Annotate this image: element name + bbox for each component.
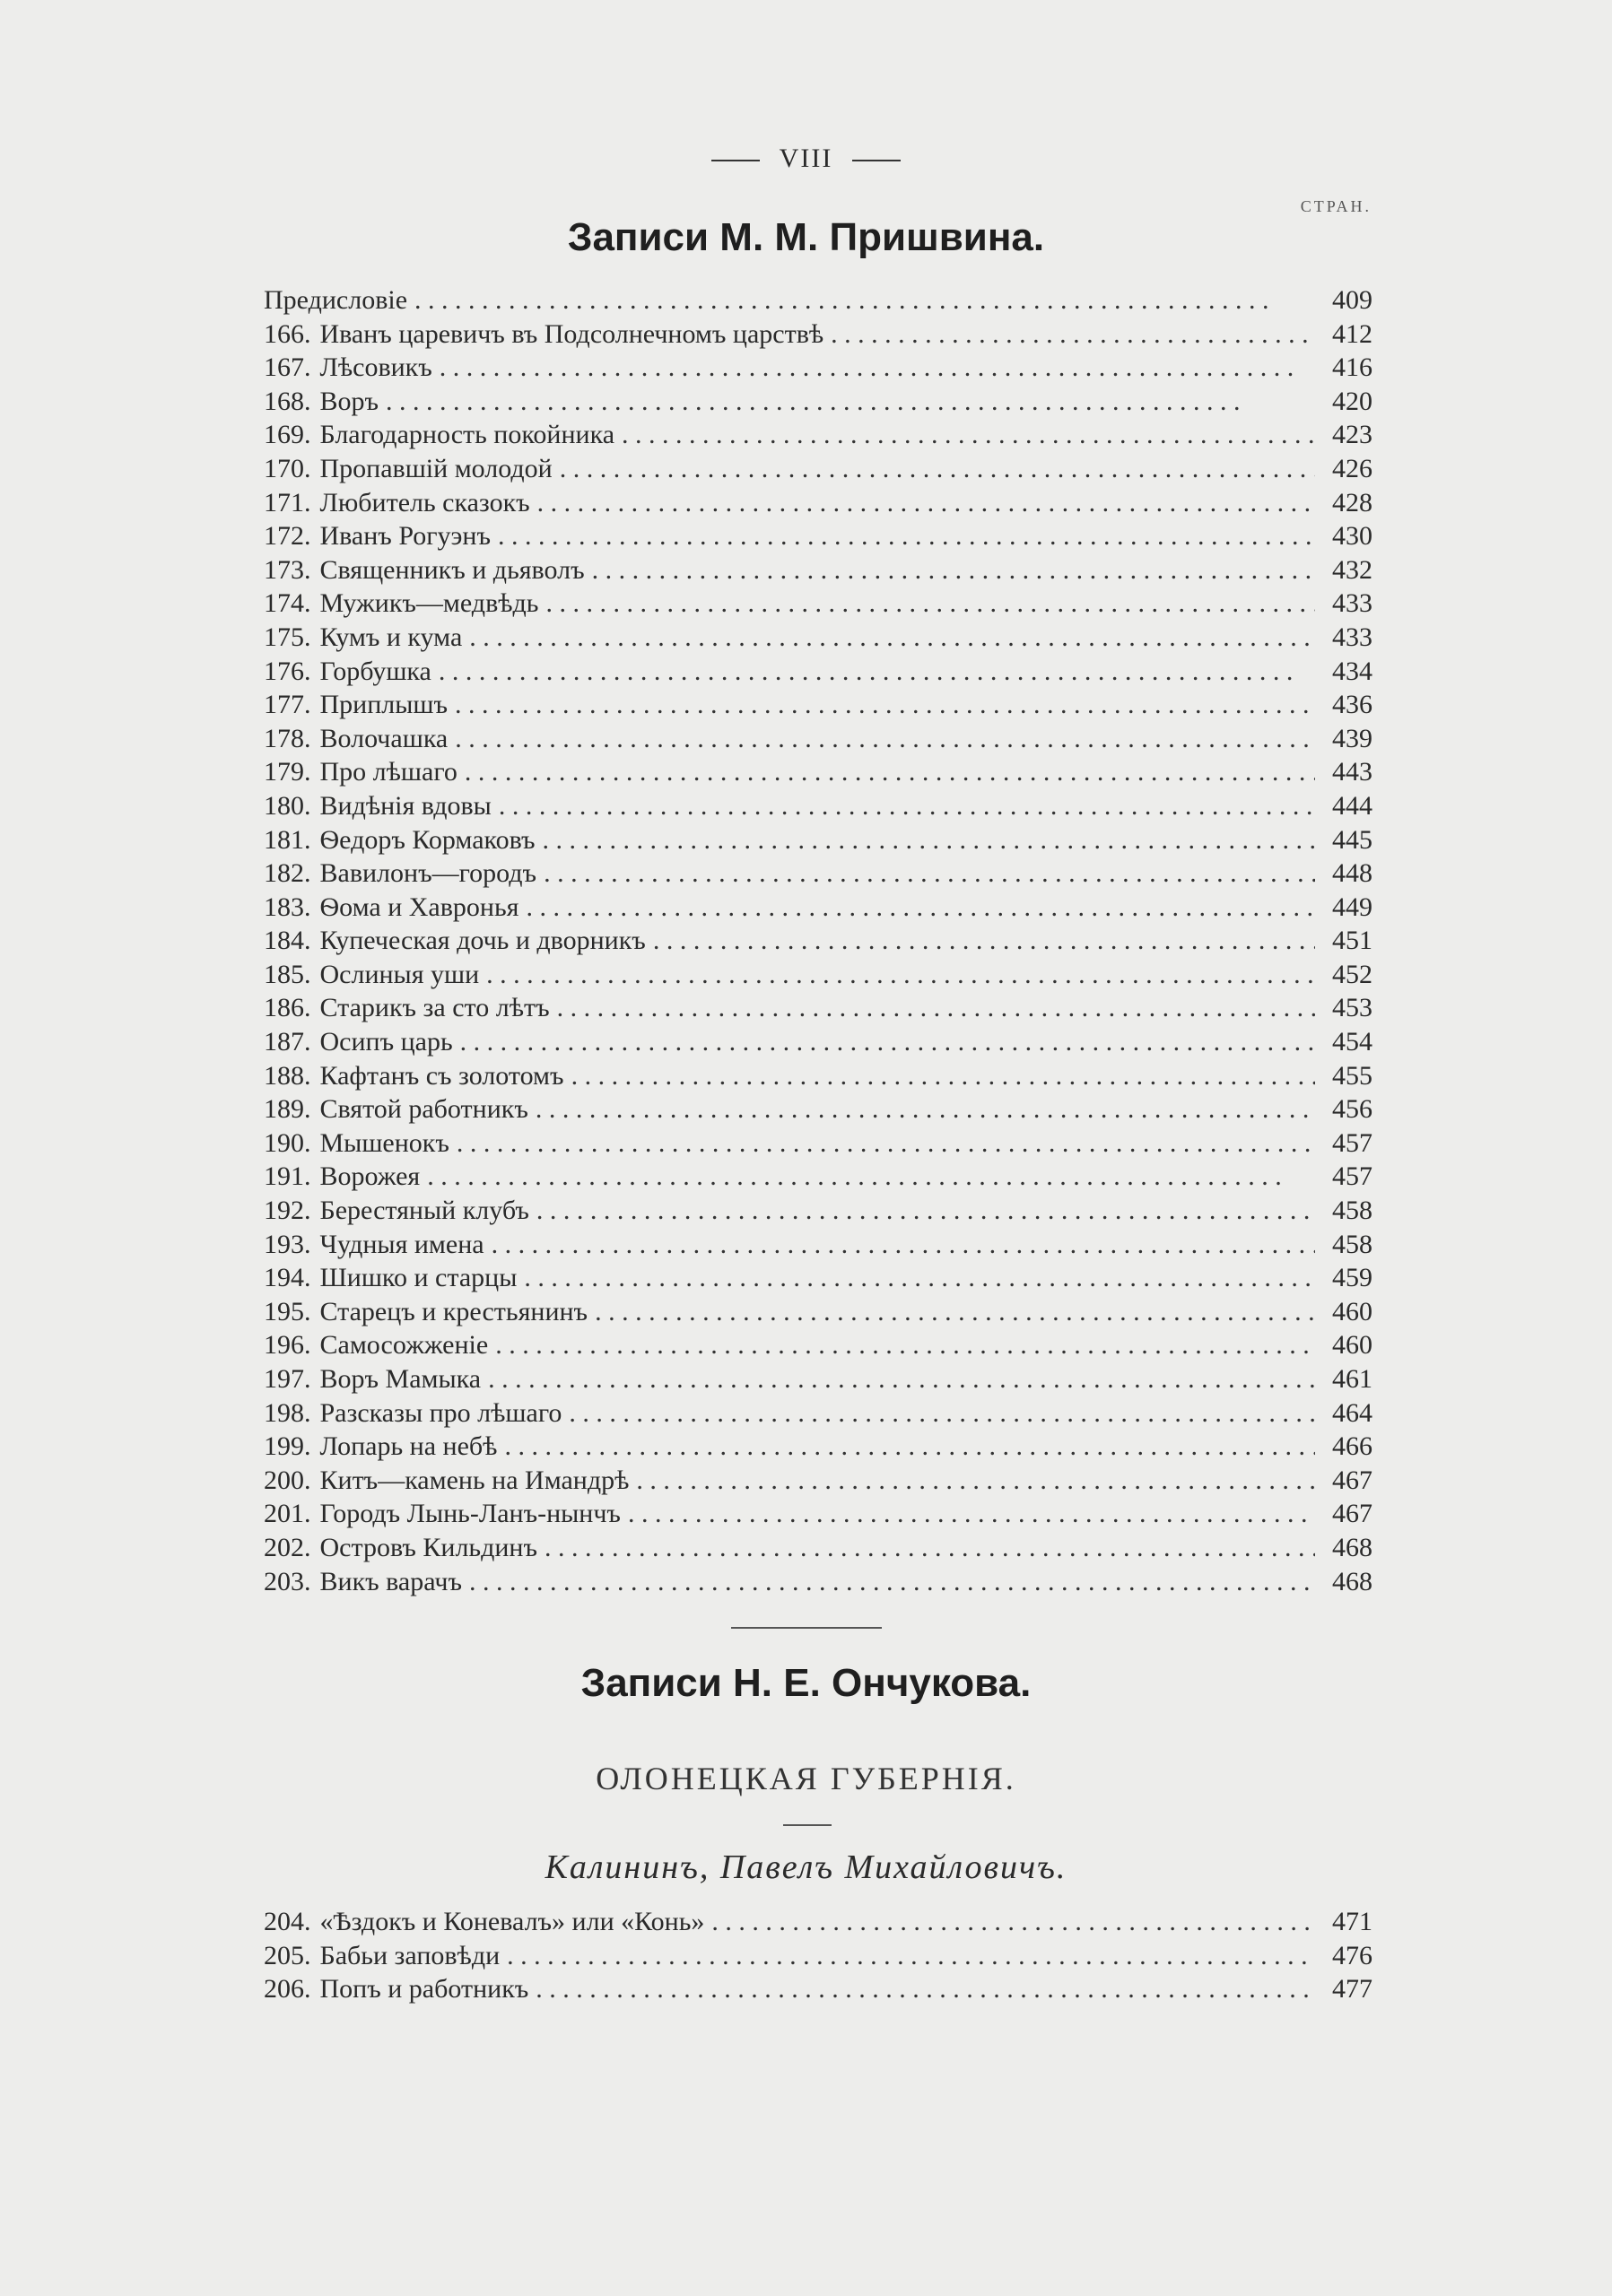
page-number-dash-left (711, 160, 760, 161)
dot-leader (469, 1565, 1315, 1599)
entry-number: 177. (264, 690, 311, 720)
dot-leader (545, 1531, 1315, 1565)
entry-number: 194. (264, 1263, 311, 1293)
entry-title: Берестяный клубъ (319, 1196, 529, 1226)
dot-leader (492, 1228, 1315, 1262)
section-title-prishvin: Записи М. М. Пришвина. (567, 215, 1045, 259)
toc-entry (264, 1396, 1372, 1431)
toc-entry (264, 1497, 1372, 1531)
entry-page: 452 (1332, 959, 1372, 989)
dot-leader (545, 587, 1315, 621)
dot-leader (455, 722, 1315, 756)
toc-entry (264, 553, 1372, 587)
region-subtitle: ОЛОНЕЦКАЯ ГУБЕРНІЯ. (596, 1761, 1016, 1796)
toc-entry (264, 317, 1372, 352)
entry-page: 432 (1332, 554, 1372, 585)
entry-number: 190. (264, 1127, 311, 1158)
entry-page: 466 (1332, 1431, 1372, 1462)
entry-page: 445 (1332, 824, 1372, 855)
entry-title: Иванъ Рогуэнъ (319, 521, 492, 552)
entry-page: 423 (1332, 420, 1372, 450)
entry-number: 195. (264, 1296, 311, 1326)
entry-title: Ѳома и Хавронья (319, 891, 519, 922)
toc-entry (264, 1464, 1372, 1498)
entry-page: 428 (1332, 487, 1372, 517)
entry-number: 168. (264, 386, 311, 416)
entry-page: 464 (1332, 1397, 1372, 1428)
toc-entry (264, 385, 1372, 419)
entry-page: 459 (1332, 1263, 1372, 1293)
entry-title: Видѣнія вдовы (319, 790, 492, 821)
entry-number: 199. (264, 1431, 311, 1462)
section-title-onchukov: Записи Н. Е. Ончукова. (580, 1661, 1032, 1705)
entry-number: 191. (264, 1161, 311, 1192)
toc-entry (264, 958, 1372, 992)
entry-number: 180. (264, 790, 311, 821)
toc-entry (264, 1362, 1372, 1396)
dot-leader (592, 553, 1315, 587)
entry-page: 412 (1332, 318, 1372, 349)
entry-page: 467 (1332, 1465, 1372, 1495)
dot-leader (557, 991, 1315, 1025)
dot-leader (711, 1905, 1315, 1939)
toc-entry (264, 755, 1372, 789)
entry-title: Лопарь на небѣ (319, 1431, 498, 1462)
toc-entry (264, 924, 1372, 958)
dot-leader (569, 1396, 1315, 1431)
toc-entry (264, 857, 1372, 891)
entry-number: 167. (264, 352, 311, 383)
entry-title: Лѣсовикъ (319, 352, 432, 383)
entry-title: Викъ варачъ (319, 1566, 462, 1596)
toc-entry (264, 1565, 1372, 1599)
dot-leader (524, 1261, 1315, 1295)
entry-page: 449 (1332, 891, 1372, 922)
entry-page: 468 (1332, 1566, 1372, 1596)
entry-page: 468 (1332, 1532, 1372, 1562)
entry-title: Островъ Кильдинъ (319, 1532, 537, 1562)
entry-number: 183. (264, 891, 311, 922)
entry-page: 457 (1332, 1161, 1372, 1192)
toc-entry (264, 1059, 1372, 1093)
entry-number: 188. (264, 1060, 311, 1091)
dot-leader (536, 1194, 1315, 1228)
toc-entry (264, 722, 1372, 756)
narrator-name: Калининъ, Павелъ Михайловичъ. (545, 1848, 1067, 1886)
toc-entry (264, 688, 1372, 722)
entry-title: Горбушка (319, 656, 431, 686)
entry-title: Чудныя имена (319, 1229, 484, 1259)
entry-number: 174. (264, 588, 311, 619)
entry-page: 476 (1332, 1940, 1372, 1970)
toc-entry (264, 1261, 1372, 1295)
entry-title: Осипъ царь (319, 1027, 453, 1057)
entry-page: 471 (1332, 1907, 1372, 1936)
toc-entry (264, 1025, 1372, 1059)
toc-entry (264, 519, 1372, 553)
toc-entry (264, 789, 1372, 823)
entry-number: 170. (264, 453, 311, 483)
entry-title: Попъ и работникъ (319, 1974, 529, 2005)
entry-number: 186. (264, 993, 311, 1023)
dot-leader (498, 519, 1315, 553)
entry-number: 198. (264, 1397, 311, 1428)
entry-title: Воръ Мамыка (319, 1364, 482, 1394)
entry-number: 187. (264, 1027, 311, 1057)
entry-title: Иванъ царевичъ въ Подсолнечномъ царствѣ (319, 318, 824, 349)
page-number (0, 144, 1612, 174)
dot-leader (386, 385, 1315, 419)
entry-page: 439 (1332, 723, 1372, 753)
dot-leader (536, 1092, 1315, 1126)
toc-entry (264, 1126, 1372, 1161)
entry-title: Старецъ и крестьянинъ (319, 1296, 588, 1326)
toc-entry (264, 418, 1372, 452)
toc-entry (264, 1328, 1372, 1362)
entry-page: 443 (1332, 757, 1372, 787)
entry-page: 448 (1332, 858, 1372, 889)
entry-title: Приплышъ (319, 690, 449, 720)
entry-number: 185. (264, 959, 311, 989)
toc-entry (264, 991, 1372, 1025)
entry-page: 444 (1332, 790, 1372, 821)
entry-number: 189. (264, 1094, 311, 1125)
entry-title: Шишко и старцы (319, 1263, 518, 1293)
entry-title: Разсказы про лѣшаго (319, 1397, 562, 1428)
entry-number: 200. (264, 1465, 311, 1495)
entry-title: «Ѣздокъ и Коневалъ» или «Конь» (319, 1907, 705, 1936)
entry-number: 182. (264, 858, 311, 889)
entry-number: 193. (264, 1229, 311, 1259)
entry-number: 173. (264, 554, 311, 585)
entry-page: 451 (1332, 926, 1372, 956)
toc-entry (264, 452, 1372, 486)
dot-leader (455, 688, 1315, 722)
dot-leader (537, 486, 1315, 520)
toc-prishvin (264, 283, 1372, 1598)
dot-leader (457, 1126, 1315, 1161)
entry-page: 456 (1332, 1094, 1372, 1125)
dot-leader (469, 621, 1315, 655)
column-header: СТРАН. (1300, 197, 1372, 215)
entry-number: 179. (264, 757, 311, 787)
subtitle-divider (783, 1824, 832, 1826)
entry-page: 436 (1332, 690, 1372, 720)
entry-title: Про лѣшаго (319, 757, 457, 787)
entry-page: 420 (1332, 386, 1372, 416)
entry-title: Бабьи заповѣди (319, 1940, 501, 1970)
dot-leader (831, 317, 1315, 352)
entry-title: Предисловіе (264, 285, 408, 315)
entry-page: 477 (1332, 1974, 1372, 2005)
entry-number: 166. (264, 318, 311, 349)
dot-leader (653, 924, 1315, 958)
entry-title: Самосожженіе (319, 1330, 489, 1361)
entry-number: 175. (264, 622, 311, 652)
entry-title: Любитель сказокъ (319, 487, 530, 517)
toc-entry (264, 655, 1372, 689)
dot-leader (465, 755, 1315, 789)
dot-leader (439, 655, 1315, 689)
entry-page: 461 (1332, 1364, 1372, 1394)
entry-page: 426 (1332, 453, 1372, 483)
entry-number: 202. (264, 1532, 311, 1562)
dot-leader (544, 857, 1315, 891)
entry-title: Ѳедоръ Кормаковъ (319, 824, 536, 855)
entry-page: 430 (1332, 521, 1372, 552)
dot-leader (504, 1430, 1315, 1464)
entry-page: 454 (1332, 1027, 1372, 1057)
dot-leader (499, 789, 1315, 823)
entry-number: 197. (264, 1364, 311, 1394)
dot-leader (486, 958, 1315, 992)
dot-leader (526, 891, 1315, 925)
page-number-text: VIII (779, 144, 833, 173)
dot-leader (495, 1328, 1315, 1362)
toc-entry (264, 1939, 1372, 1973)
toc-entry (264, 1228, 1372, 1262)
toc-entry (264, 351, 1372, 385)
entry-number: 205. (264, 1940, 311, 1970)
dot-leader (571, 1059, 1315, 1093)
dot-leader (460, 1025, 1315, 1059)
dot-leader (488, 1362, 1315, 1396)
entry-title: Пропавшій молодой (319, 453, 553, 483)
toc-entry (264, 621, 1372, 655)
entry-page: 433 (1332, 622, 1372, 652)
dot-leader (414, 283, 1315, 317)
entry-title: Вавилонъ—городъ (319, 858, 537, 889)
entry-page: 467 (1332, 1499, 1372, 1529)
page-number-dash-right (852, 160, 901, 161)
entry-number: 181. (264, 824, 311, 855)
dot-leader (595, 1295, 1315, 1329)
entry-page: 409 (1332, 285, 1372, 315)
entry-title: Ослиныя уши (319, 959, 480, 989)
entry-title: Ворожея (319, 1161, 421, 1192)
entry-page: 458 (1332, 1196, 1372, 1226)
toc-entry (264, 1295, 1372, 1329)
entry-title: Священникъ и дьяволъ (319, 554, 585, 585)
section-divider (731, 1627, 882, 1629)
entry-number: 192. (264, 1196, 311, 1226)
toc-entry (264, 283, 1372, 317)
entry-page: 458 (1332, 1229, 1372, 1259)
entry-title: Святой работникъ (319, 1094, 528, 1125)
dot-leader (536, 1972, 1315, 2006)
dot-leader (622, 418, 1315, 452)
entry-title: Купеческая дочь и дворникъ (319, 926, 646, 956)
dot-leader (427, 1160, 1315, 1194)
dot-leader (507, 1939, 1315, 1973)
entry-page: 434 (1332, 656, 1372, 686)
toc-entry (264, 1430, 1372, 1464)
entry-page: 453 (1332, 993, 1372, 1023)
entry-number: 178. (264, 723, 311, 753)
entry-number: 206. (264, 1974, 311, 2005)
entry-page: 416 (1332, 352, 1372, 383)
entry-title: Мышенокъ (319, 1127, 449, 1158)
entry-number: 184. (264, 926, 311, 956)
entry-title: Китъ—камень на Имандрѣ (319, 1465, 630, 1495)
entry-title: Мужикъ—медвѣдь (319, 588, 539, 619)
entry-number: 172. (264, 521, 311, 552)
toc-entry (264, 823, 1372, 857)
entry-number: 203. (264, 1566, 311, 1596)
entry-title: Воръ (319, 386, 379, 416)
dot-leader (543, 823, 1316, 857)
entry-title: Кумъ и кума (319, 622, 463, 652)
entry-page: 457 (1332, 1127, 1372, 1158)
toc-entry (264, 486, 1372, 520)
entry-title: Старикъ за сто лѣтъ (319, 993, 550, 1023)
dot-leader (628, 1497, 1315, 1531)
dot-leader (440, 351, 1315, 385)
entry-number: 169. (264, 420, 311, 450)
toc-entry (264, 1905, 1372, 1939)
toc-entry (264, 1531, 1372, 1565)
entry-page: 460 (1332, 1296, 1372, 1326)
entry-number: 201. (264, 1499, 311, 1529)
toc-entry (264, 1160, 1372, 1194)
toc-onchukov (264, 1905, 1372, 2006)
toc-entry (264, 587, 1372, 621)
entry-title: Благодарность покойника (319, 420, 615, 450)
entry-page: 460 (1332, 1330, 1372, 1361)
entry-title: Кафтанъ съ золотомъ (319, 1060, 564, 1091)
entry-title: Волочашка (319, 723, 449, 753)
dot-leader (560, 452, 1315, 486)
entry-page: 455 (1332, 1060, 1372, 1091)
toc-entry (264, 1092, 1372, 1126)
entry-number: 204. (264, 1907, 311, 1936)
entry-number: 196. (264, 1330, 311, 1361)
dot-leader (636, 1464, 1315, 1498)
entry-title: Городъ Лынь-Ланъ-нынчъ (319, 1499, 621, 1529)
entry-page: 433 (1332, 588, 1372, 619)
entry-number: 176. (264, 656, 311, 686)
toc-entry (264, 891, 1372, 925)
toc-entry (264, 1194, 1372, 1228)
toc-entry (264, 1972, 1372, 2006)
entry-number: 171. (264, 487, 311, 517)
